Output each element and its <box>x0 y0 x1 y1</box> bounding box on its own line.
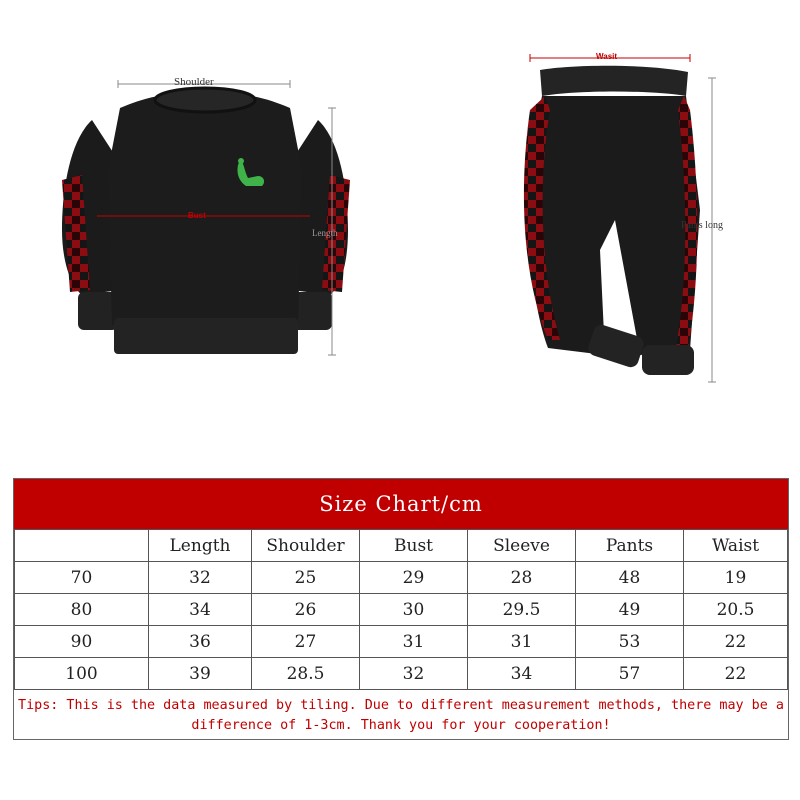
table-cell: 19 <box>684 562 788 594</box>
header-cell: Pants <box>576 530 684 562</box>
table-cell: 70 <box>15 562 149 594</box>
table-cell: 48 <box>576 562 684 594</box>
shoulder-measure-label: Shoulder <box>174 76 214 88</box>
table-cell: 22 <box>684 658 788 690</box>
table-cell: 32 <box>149 562 252 594</box>
table-cell: 100 <box>15 658 149 690</box>
table-row <box>15 658 788 690</box>
table-cell: 25 <box>252 562 360 594</box>
table-cell: 80 <box>15 594 149 626</box>
table-cell: 31 <box>360 626 468 658</box>
header-cell: Sleeve <box>468 530 576 562</box>
pants-long-measure-label: Pants long <box>681 220 723 231</box>
table-cell: 53 <box>576 626 684 658</box>
pants <box>524 54 716 382</box>
bust-measure-label: Bust <box>188 211 206 220</box>
table-row <box>15 626 788 658</box>
table-row <box>15 562 788 594</box>
table-cell: 27 <box>252 626 360 658</box>
table-cell: 90 <box>15 626 149 658</box>
table-cell: 31 <box>468 626 576 658</box>
table-cell: 29 <box>360 562 468 594</box>
table-cell: 36 <box>149 626 252 658</box>
table-cell: 29.5 <box>468 594 576 626</box>
table-cell: 20.5 <box>684 594 788 626</box>
table-cell: 32 <box>360 658 468 690</box>
table-cell: 26 <box>252 594 360 626</box>
header-cell: Shoulder <box>252 530 360 562</box>
table-cell: 34 <box>468 658 576 690</box>
sweatshirt <box>62 80 350 355</box>
size-chart-title: Size Chart/cm <box>14 479 788 529</box>
header-cell: Bust <box>360 530 468 562</box>
waist-measure-label: Wasit <box>596 52 618 61</box>
table-header-row <box>15 530 788 562</box>
size-chart <box>13 478 789 740</box>
table-cell: 22 <box>684 626 788 658</box>
length-measure-label: Length <box>312 228 338 238</box>
header-cell: Length <box>149 530 252 562</box>
table-cell: 28.5 <box>252 658 360 690</box>
table-row <box>15 594 788 626</box>
header-cell <box>15 530 149 562</box>
table-cell: 57 <box>576 658 684 690</box>
table-cell: 39 <box>149 658 252 690</box>
tips-note: Tips: This is the data measured by tiling. Due to different measurement methods, there may be a difference of 1-3cm. Thank you for your cooperation! <box>18 698 784 733</box>
table-cell: 49 <box>576 594 684 626</box>
table-cell: 34 <box>149 594 252 626</box>
table-cell: 28 <box>468 562 576 594</box>
header-cell: Waist <box>684 530 788 562</box>
table-cell: 30 <box>360 594 468 626</box>
size-table <box>14 529 788 690</box>
